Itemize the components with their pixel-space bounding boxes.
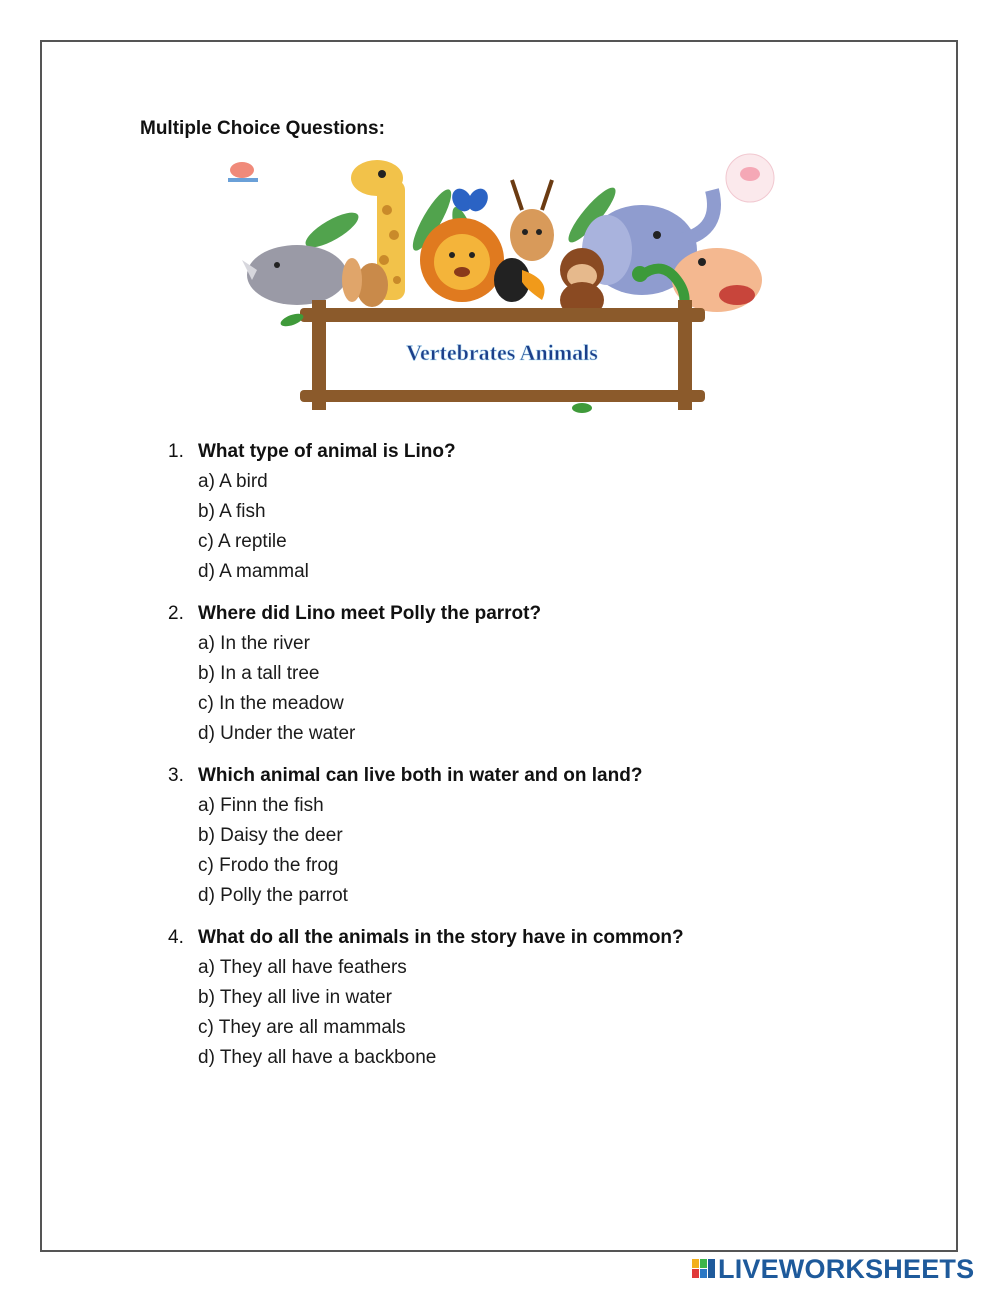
answer-option[interactable]: a) Finn the fish [198,795,324,816]
answer-option[interactable]: c) A reptile [198,531,287,552]
question-item [168,437,868,587]
question-header [168,923,868,953]
answer-option[interactable]: b) Daisy the deer [198,825,343,846]
answer-option[interactable]: d) Polly the parrot [198,885,348,906]
answer-option[interactable]: d) Under the water [198,723,356,744]
answer-option[interactable]: c) They are all mammals [198,1017,406,1038]
question-header [168,599,868,629]
section-heading: Multiple Choice Questions: [140,118,385,139]
question-item [168,599,868,749]
liveworksheets-logo-icon [692,1257,716,1281]
liveworksheets-brand [692,1254,974,1284]
question-number: 1. [168,441,184,462]
brand-name: LIVEWORKSHEETS [718,1253,975,1284]
question-text: What do all the animals in the story have in common? [198,927,684,948]
rhino-icon [242,245,347,305]
question-item [168,761,868,911]
vertebrates-banner-illustration [222,150,782,425]
toucan-icon [494,258,545,302]
answer-option[interactable]: c) Frodo the frog [198,855,339,876]
question-text: What type of animal is Lino? [198,441,456,462]
question-header [168,761,868,791]
answer-option[interactable]: d) They all have a backbone [198,1047,437,1068]
answer-option[interactable]: a) In the river [198,633,310,654]
question-number: 4. [168,927,184,948]
question-list [168,437,868,1085]
answer-option[interactable]: c) In the meadow [198,693,344,714]
question-item [168,923,868,1073]
answer-option[interactable]: a) They all have feathers [198,957,407,978]
question-number: 3. [168,765,184,786]
logo-right-icon [726,154,774,202]
answer-option[interactable]: a) A bird [198,471,268,492]
deer-icon [510,180,554,261]
question-text: Which animal can live both in water and on land? [198,765,643,786]
answer-option[interactable]: b) They all live in water [198,987,392,1008]
banner-title: Vertebrates Animals [406,340,598,365]
question-number: 2. [168,603,184,624]
answer-option[interactable]: b) A fish [198,501,266,522]
answer-option[interactable]: d) A mammal [198,561,309,582]
answer-option[interactable]: b) In a tall tree [198,663,320,684]
question-header [168,437,868,467]
lion-icon [420,218,504,302]
logo-left-icon [228,162,258,182]
question-text: Where did Lino meet Polly the parrot? [198,603,542,624]
monkey-icon [560,248,604,318]
